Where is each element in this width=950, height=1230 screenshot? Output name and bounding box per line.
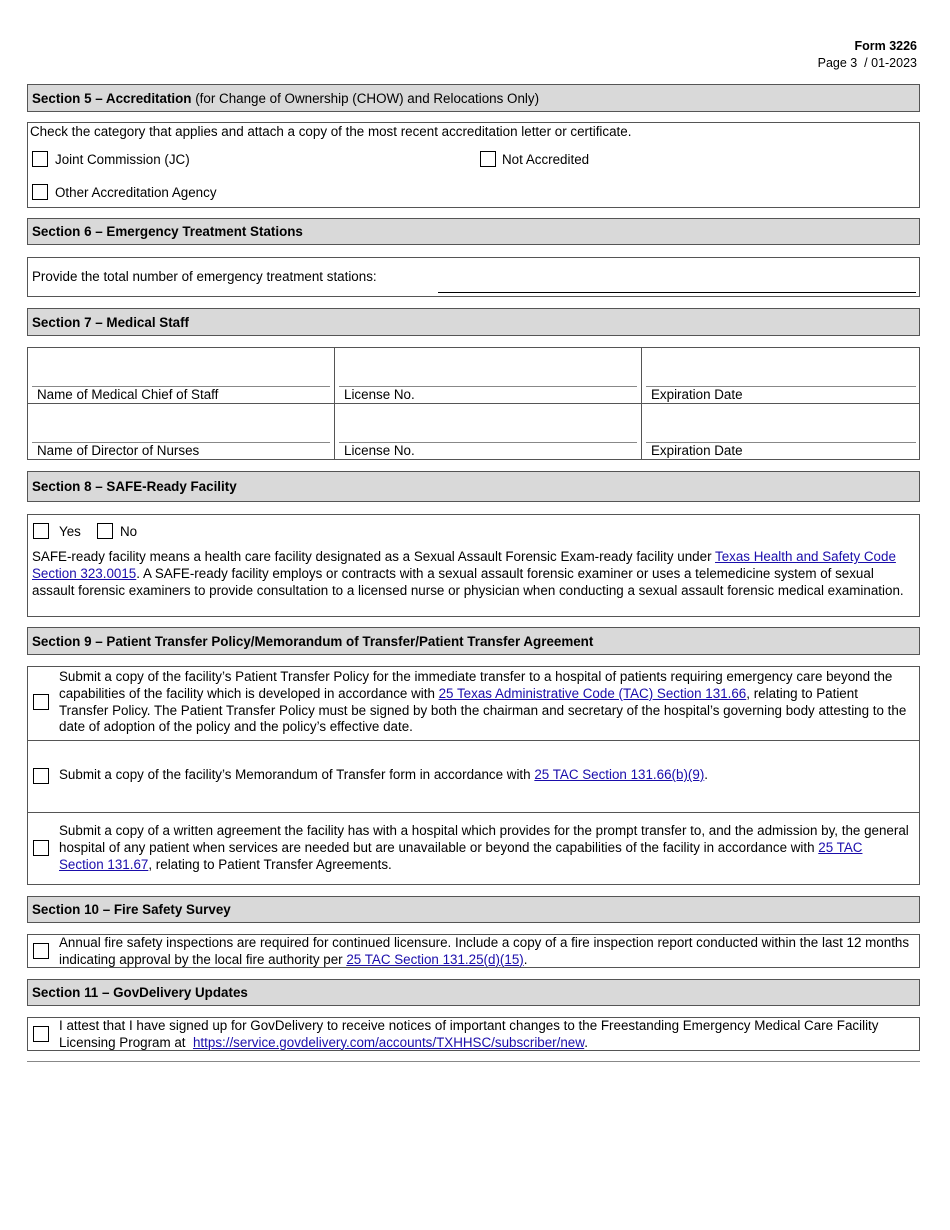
section-11-header (27, 979, 920, 1006)
label-safe-no: No (120, 524, 138, 539)
form-number: Form 3226 (854, 39, 917, 53)
section-10-title: Section 10 – Fire Safety Survey (32, 902, 231, 917)
checkbox-not-accredited[interactable] (480, 151, 496, 167)
section-5-header (27, 84, 920, 112)
director-nurses-name-label: Name of Director of Nurses (37, 443, 200, 458)
director-nurses-license-label: License No. (344, 443, 415, 458)
label-not-accredited: Not Accredited (502, 152, 590, 167)
section-8-title: Section 8 – SAFE-Ready Facility (32, 479, 237, 494)
transfer-policy-text-2: , relating to Patient Transfer Policy. The Patient Transfer Policy must be signed by both the chairman and secretary of the hospital’s governing body attesting to the date of adoption of the policy and the policy’s effective date. (59, 685, 907, 735)
director-nurses-expiration-field[interactable] (646, 408, 916, 443)
medical-chief-license-label: License No. (344, 387, 415, 402)
section-7-header (27, 308, 920, 336)
checkbox-other-accreditation[interactable] (32, 184, 48, 200)
checkbox-joint-commission[interactable] (32, 151, 48, 167)
fire-safety-text-1: Annual fire safety inspections are required for continued licensure. Include a copy of a fire inspection report conducted within the last 12 months indicating approval by the local fire authority per (59, 935, 910, 967)
section-6-header (27, 218, 920, 245)
safe-ready-definition (32, 549, 910, 599)
transfer-policy-text-1: Submit a copy of the facility’s Patient Transfer Policy for the immediate transfer to a hospital of patients requiring emergency care beyond the capabilities of the facility which is developed in accordance with (59, 669, 893, 701)
section-11-body (27, 1017, 920, 1051)
section-9-title: Section 9 – Patient Transfer Policy/Memorandum of Transfer/Patient Transfer Agreement (32, 633, 594, 649)
emergency-stations-input[interactable] (438, 278, 916, 293)
medical-chief-name-label: Name of Medical Chief of Staff (37, 387, 219, 402)
section-5-body (27, 122, 920, 208)
transfer-agreement-text-2: , relating to Patient Transfer Agreements. (148, 856, 392, 872)
director-nurses-license-field[interactable] (339, 408, 637, 443)
fire-safety-text-2: . (523, 951, 528, 967)
safe-ready-text-1: SAFE-ready facility means a health care facility designated as a Sexual Assault Forensic Exam-ready facility under (32, 549, 716, 564)
link-govdelivery[interactable]: https://service.govdelivery.com/accounts/TXHHSC/subscriber/new (192, 1034, 585, 1050)
checkbox-govdelivery[interactable] (33, 1026, 49, 1042)
medical-chief-expiration-label: Expiration Date (651, 387, 743, 402)
checkbox-safe-yes[interactable] (33, 523, 49, 539)
label-joint-commission: Joint Commission (JC) (55, 152, 190, 167)
memorandum-text-1: Submit a copy of the facility’s Memorandum of Transfer form in accordance with (59, 767, 535, 782)
section-10-header (27, 896, 920, 923)
checkbox-transfer-agreement[interactable] (33, 840, 49, 856)
medical-chief-name-field[interactable] (32, 352, 330, 387)
section-11-title: Section 11 – GovDelivery Updates (32, 985, 248, 1000)
link-tac-131-25[interactable]: 25 TAC Section 131.25(d)(15) (346, 951, 524, 967)
checkbox-safe-no[interactable] (97, 523, 113, 539)
checkbox-memorandum-transfer[interactable] (33, 768, 49, 784)
section-5-instruction: Check the category that applies and attach a copy of the most recent accreditation letter or certificate. (30, 124, 632, 139)
section-9-body (27, 666, 920, 885)
section-6-body (27, 257, 920, 297)
section-10-body (27, 934, 920, 968)
safe-ready-text-2: . A SAFE-ready facility employs or contracts with a sexual assault forensic examiner or uses a telemedicine system of sexual assault forensic examiners to provide consultation to a licensed nurse or physician when conducting a sexual assault forensic medical examination. (32, 565, 904, 598)
section-5-title-suffix: (for Change of Ownership (CHOW) and Relocations Only) (191, 90, 540, 106)
checkbox-fire-safety[interactable] (33, 943, 49, 959)
section-8-body (27, 514, 920, 617)
govdelivery-text (59, 1018, 919, 1052)
label-safe-yes: Yes (59, 524, 81, 539)
govdelivery-text-2: . (584, 1034, 588, 1050)
transfer-policy-text (59, 669, 909, 736)
director-nurses-expiration-label: Expiration Date (651, 443, 743, 458)
govdelivery-text-1: I attest that I have signed up for GovDelivery to receive notices of important changes to the Freestanding Emergency Medical Care Facility Licensing Program at (59, 1018, 883, 1050)
link-tac-131-66-b-9[interactable]: 25 TAC Section 131.66(b)(9) (534, 767, 705, 782)
medical-chief-expiration-field[interactable] (646, 352, 916, 387)
section-5-title: Section 5 – Accreditation (32, 90, 192, 106)
memorandum-transfer-text (59, 767, 909, 784)
label-other-accreditation: Other Accreditation Agency (55, 185, 217, 200)
fire-safety-text (59, 935, 919, 969)
emergency-stations-prompt: Provide the total number of emergency treatment stations: (32, 269, 377, 284)
medical-chief-license-field[interactable] (339, 352, 637, 387)
medical-staff-table (27, 347, 920, 460)
section-6-title: Section 6 – Emergency Treatment Stations (32, 224, 303, 239)
link-tac-131-67[interactable]: 25 TAC Section 131.67 (59, 839, 863, 872)
checkbox-transfer-policy[interactable] (33, 694, 49, 710)
transfer-agreement-text-1: Submit a copy of a written agreement the facility has with a hospital which provides for the prompt transfer to, and the admission by, the general hospital of any patient when services are needed but are unavailable or beyond the capabilities of the facility in accordance with (59, 823, 909, 855)
section-8-header (27, 471, 920, 502)
section-9-header (27, 627, 920, 655)
section-7-title: Section 7 – Medical Staff (32, 314, 190, 330)
director-nurses-name-field[interactable] (32, 408, 330, 443)
page-number: Page 3 / 01-2023 (817, 56, 917, 70)
link-health-safety-code[interactable]: Texas Health and Safety Code Section 323.0015 (32, 549, 896, 581)
bottom-rule (27, 1061, 920, 1062)
transfer-agreement-text (59, 823, 909, 873)
link-tac-131-66[interactable]: 25 Texas Administrative Code (TAC) Section 131.66 (438, 685, 747, 701)
memorandum-text-2: . (704, 767, 709, 782)
